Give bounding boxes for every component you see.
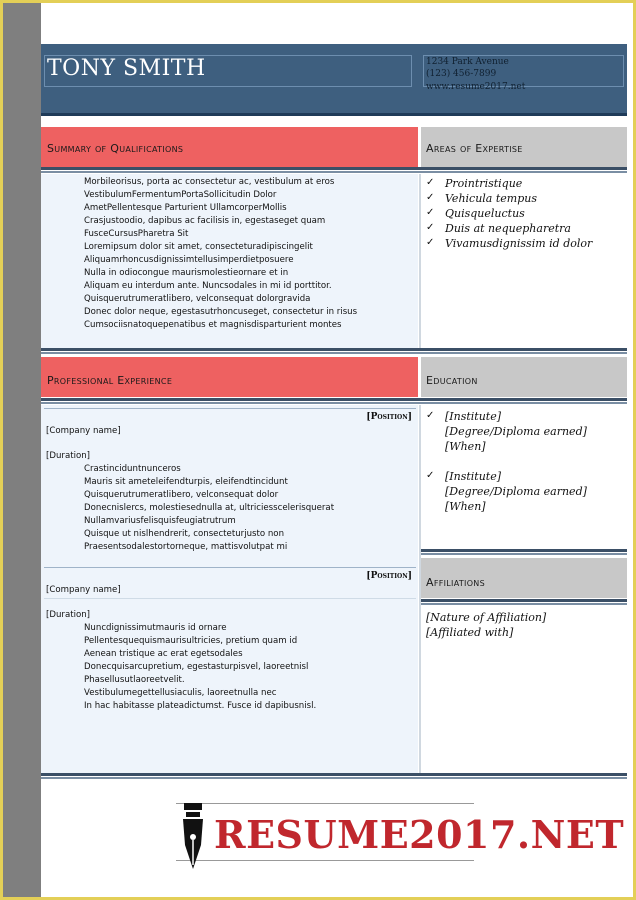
job-bullet: Donecquisarcupretium, egestasturpisvel, laoreetnisl [84, 662, 309, 672]
education-degree: [Degree/Diploma earned] [445, 485, 587, 498]
qualification-item: Quisquerutrumeratlibero, velconsequat dolorgravida [84, 294, 311, 304]
job-rule-thin [44, 598, 416, 599]
affiliations-title: Affiliations [426, 576, 485, 589]
phone: (123) 456-7899 [426, 69, 497, 79]
qualification-item: AmetPellentesque Parturient UllamcorperMollis [84, 203, 287, 213]
job-company: [Company name] [46, 426, 121, 436]
checkmark-icon: ✓ [426, 470, 435, 481]
qualification-item: FusceCursusPharetra Sit [84, 229, 189, 239]
job-bullet: In hac habitasse plateadictumst. Fusce id dapibusnisl. [84, 701, 317, 711]
section-rule-thin [41, 352, 627, 354]
job-bullet: Vestibulumegettellusiaculis, laoreetnulla nec [84, 688, 277, 698]
section-rule [41, 398, 627, 401]
expertise-item: Duis at nequepharetra [445, 222, 571, 235]
job-bullet: Pellentesquequismaurisultricies, pretium quam id [84, 636, 298, 646]
checkmark-icon: ✓ [426, 410, 435, 421]
job-position: [Position] [366, 412, 412, 422]
logo-rule-top [176, 803, 474, 804]
job-duration: [Duration] [46, 610, 91, 620]
qualification-item: Loremipsum dolor sit amet, consecteturadipiscingelit [84, 242, 313, 252]
job-bullet: Donecnislercs, molestiesednulla at, ultriciesscelerisquerat [84, 503, 335, 513]
qualification-item: Aliquamrhoncusdignissimtellusimperdietposuere [84, 255, 294, 265]
job-bullet: Crastinciduntnunceros [84, 464, 181, 474]
fountain-pen-icon [178, 803, 208, 871]
job-bullet: Quisque ut nislhendrerit, consecteturjusto non [84, 529, 285, 539]
qualification-item: Crasjustoodio, dapibus ac facilisis in, egestaseget quam [84, 216, 326, 226]
section-rule-thin [41, 402, 627, 404]
section-rule-thin [421, 553, 627, 555]
education-institute: [Institute] [445, 470, 502, 483]
summary-title: Summary of Qualifications [47, 142, 184, 155]
education-degree: [Degree/Diploma earned] [445, 425, 587, 438]
checkmark-icon: ✓ [426, 207, 435, 218]
affiliation-with: [Affiliated with] [426, 626, 514, 639]
job-duration: [Duration] [46, 451, 91, 461]
job-position: [Position] [366, 571, 412, 581]
job-bullet: Aenean tristique ac erat egetsodales [84, 649, 243, 659]
logo-rule-bottom [176, 860, 474, 861]
job-bullet: Mauris sit ameteleifendturpis, eleifendtincidunt [84, 477, 288, 487]
bottom-rule [41, 773, 627, 776]
job-rule [44, 408, 416, 409]
checkmark-icon: ✓ [426, 222, 435, 233]
header-bottom-rule [41, 113, 627, 116]
qualification-item: Cumsociisnatoquepenatibus et magnisdisparturient montes [84, 320, 342, 330]
section-rule [421, 549, 627, 552]
expertise-item: Vehicula tempus [445, 192, 537, 205]
left-sidebar [3, 3, 41, 897]
education-institute: [Institute] [445, 410, 502, 423]
qualification-item: VestibulumFermentumPortaSollicitudin Dolor [84, 190, 277, 200]
section-rule [421, 599, 627, 602]
expertise-title: Areas of Expertise [426, 142, 523, 155]
job-bullet: Phasellusutlaoreetvelit. [84, 675, 185, 685]
bottom-rule-thin [41, 777, 627, 779]
section-rule [41, 348, 627, 351]
section-rule-thin [421, 603, 627, 605]
experience-title: Professional Experience [47, 374, 173, 387]
section-rule-thin [41, 171, 627, 173]
section-rule [41, 167, 627, 170]
expertise-item: Vivamusdignissim id dolor [445, 237, 593, 250]
checkmark-icon: ✓ [426, 192, 435, 203]
affiliation-nature: [Nature of Affiliation] [426, 611, 547, 624]
website: www.resume2017.net [426, 82, 526, 92]
job-bullet: Nullamvariusfelisquisfeugiatrutrum [84, 516, 236, 526]
checkmark-icon: ✓ [426, 237, 435, 248]
address: 1234 Park Avenue [426, 57, 509, 67]
expertise-item: Prointristique [445, 177, 523, 190]
job-bullet: Praesentsodalestortorneque, mattisvolutpat mi [84, 542, 288, 552]
qualification-item: Morbileorisus, porta ac consectetur ac, vestibulum at eros [84, 177, 335, 187]
job-company: [Company name] [46, 585, 121, 595]
qualification-item: Nulla in odiocongue maurismolestieornare et in [84, 268, 289, 278]
checkmark-icon: ✓ [426, 177, 435, 188]
education-title: Education [426, 374, 478, 387]
job-bullet: Quisquerutrumeratlibero, velconsequat dolor [84, 490, 279, 500]
qualification-item: Aliquam eu interdum ante. Nuncsodales in mi id porttitor. [84, 281, 332, 291]
logo-text: RESUME2017.NET [214, 812, 625, 857]
job-bullet: Nuncdignissimutmauris id ornare [84, 623, 227, 633]
column-divider [419, 174, 421, 348]
expertise-item: Quisqueluctus [445, 207, 525, 220]
education-when: [When] [445, 500, 486, 513]
candidate-name: TONY SMITH [47, 56, 206, 81]
education-when: [When] [445, 440, 486, 453]
qualification-item: Donec dolor neque, egestasutrhoncuseget, consectetur in risus [84, 307, 358, 317]
job-rule [44, 567, 416, 568]
